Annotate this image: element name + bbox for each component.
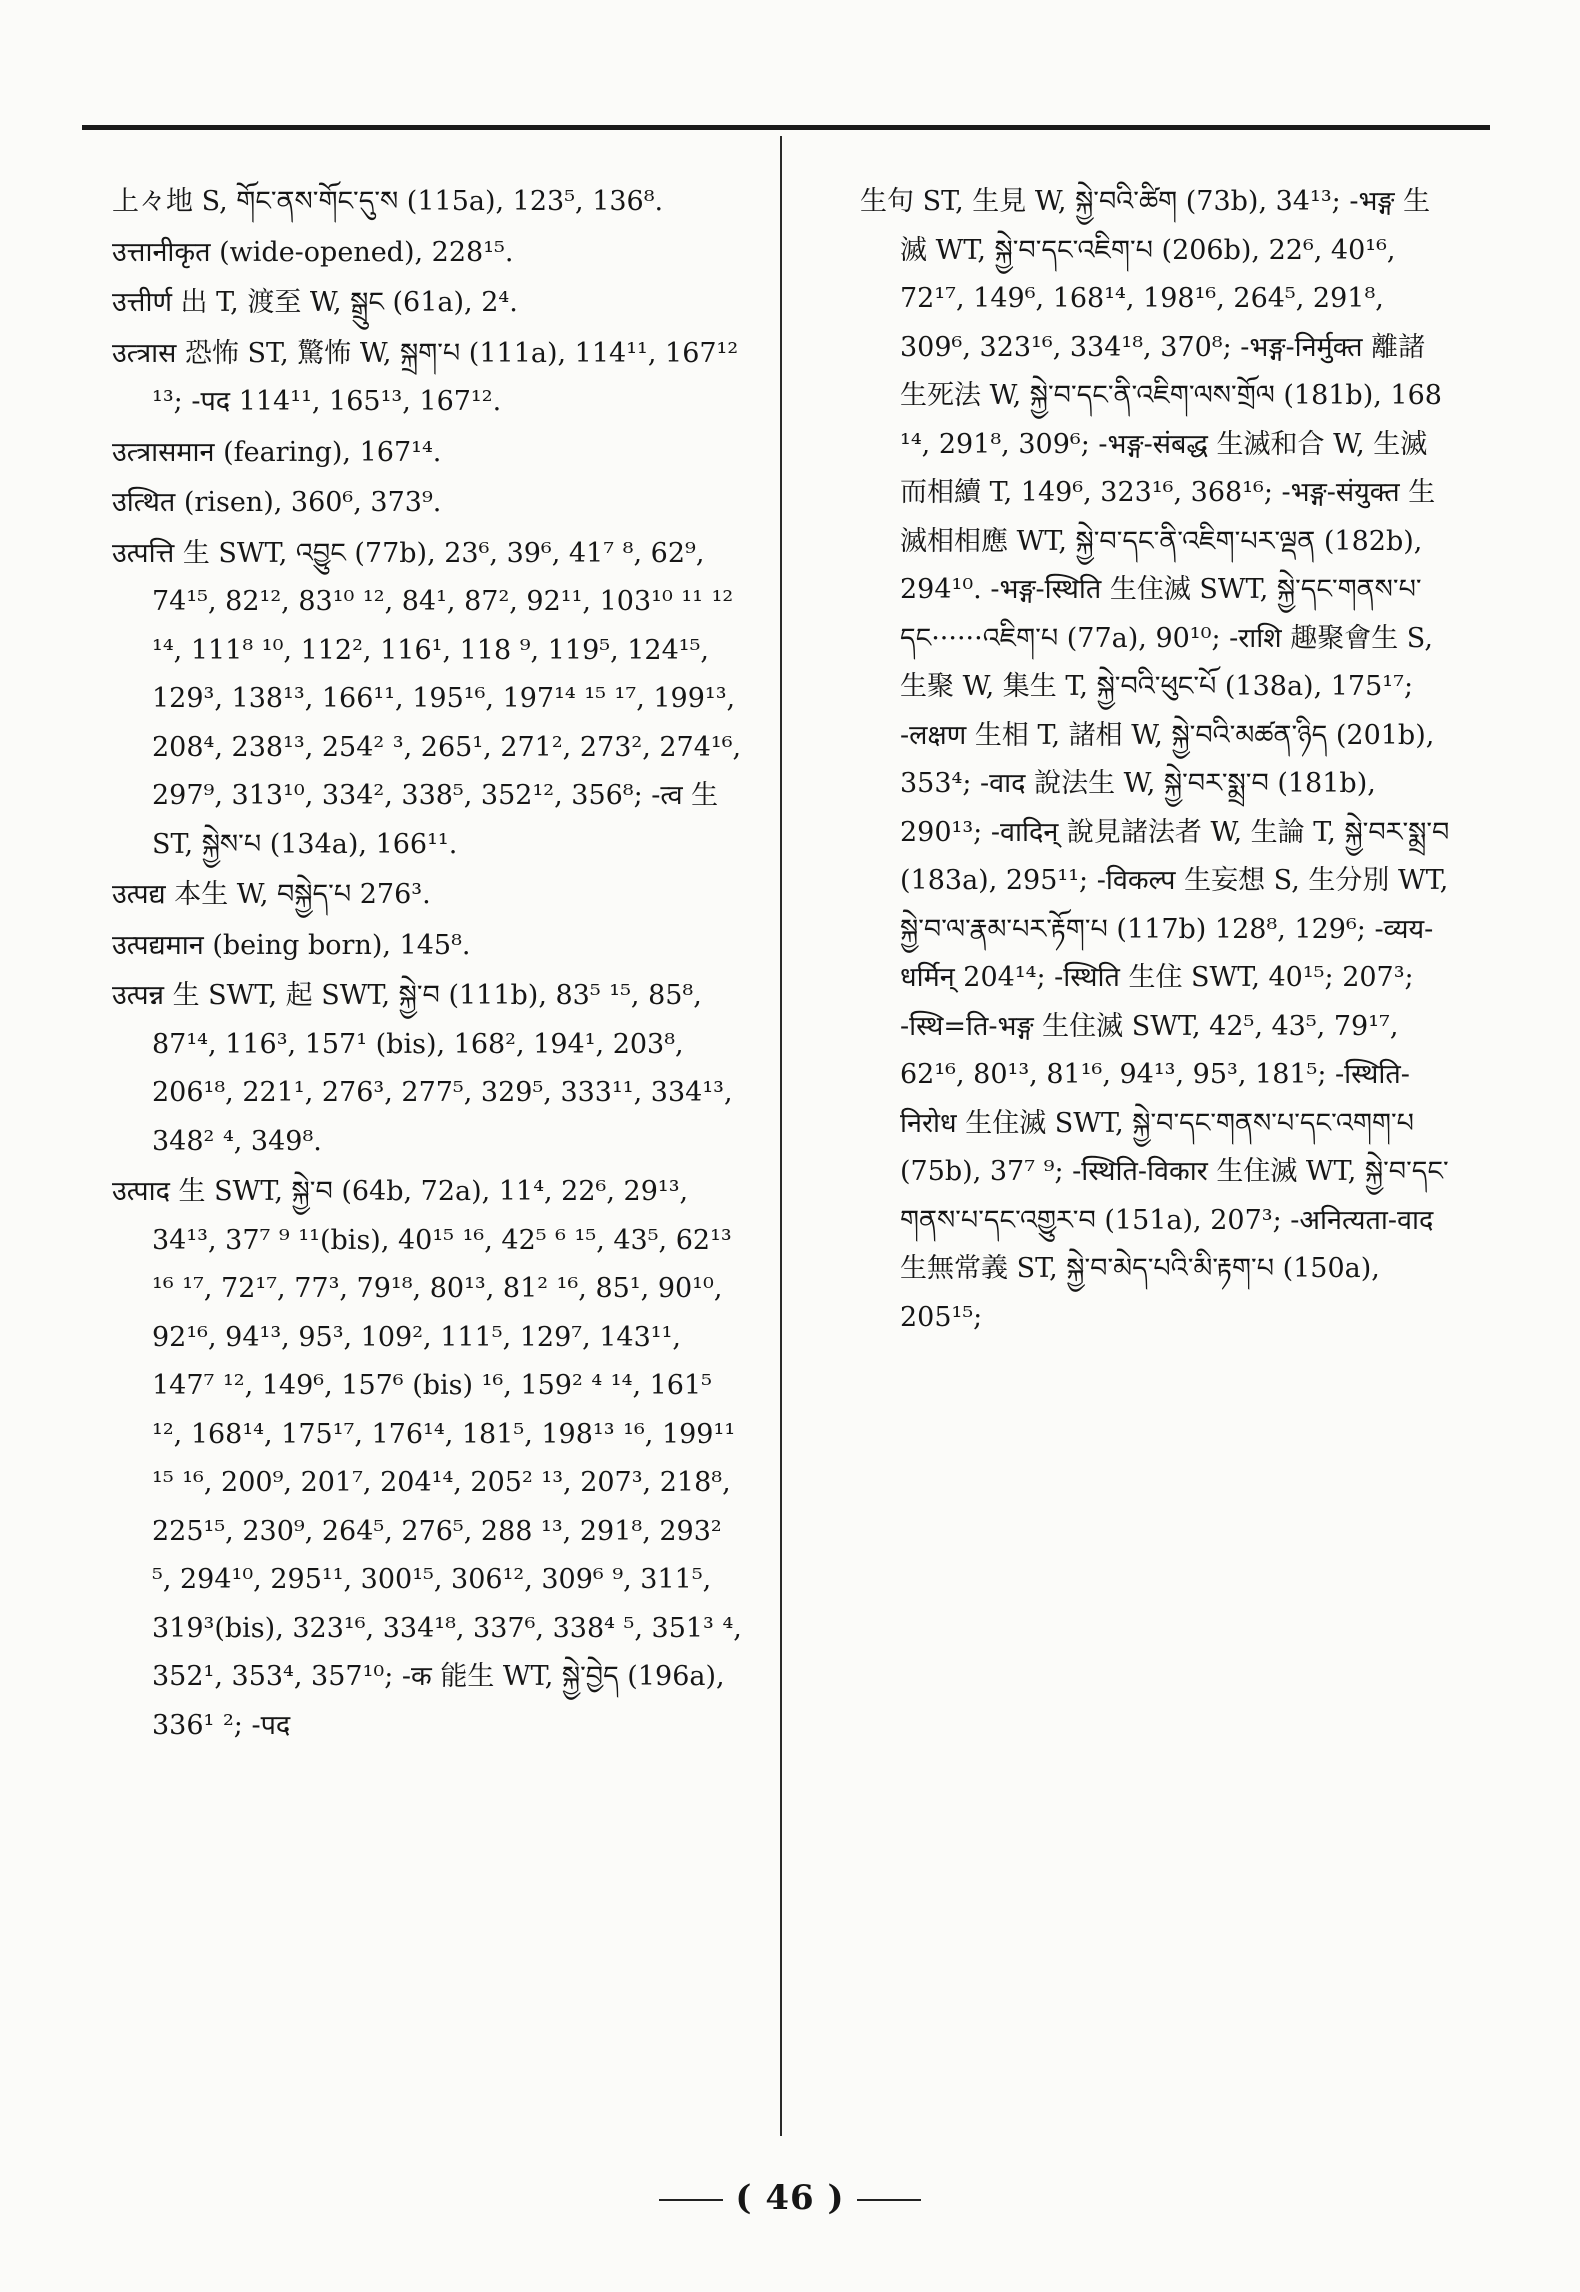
page-number-value: 46 [765, 2178, 815, 2218]
dictionary-entry: 生句 ST, 生見 W, སྐྱེ་བའི་ཚིག (73b), 34¹³; -भङ्ग 生滅 WT, སྐྱེ་བ་དང་འཇིག་པ (206b), 22⁶, 40¹⁶, 72¹⁷, 149⁶, 168¹⁴, 198¹⁶, 264⁵, 291⁸, 309⁶, 323¹⁶, 334¹⁸, 370⁸; -भङ्ग-निर्मुक्त 離諸生死法 W, སྐྱེ་བ་དང་ནི་འཇིག་ལས་གྲོལ (181b), 168 ¹⁴, 291⁸, 309⁶; -भङ्ग-संबद्ध 生滅和合 W, 生滅而相續 T, 149⁶, 323¹⁶, 368¹⁶; -भङ्ग-संयुक्त 生滅相相應 WT, སྐྱེ་བ་དང་ནི་འཇིག་པར་ལྡན (182b), 294¹⁰. -भङ्ग-स्थिति 生住滅 SWT, སྐྱེ་དང་གནས་པ་དང······འཇིག་པ (77a), 90¹⁰; -राशि 趣聚會生 S, 生聚 W, 集生 T, སྐྱེ་བའི་ཕུང་པོ (138a), 175¹⁷; -लक्षण 生相 T, 諸相 W, སྐྱེ་བའི་མཚན་ཉིད (201b), 353⁴; -वाद 說法生 W, སྐྱེ་བར་སྨྲ་བ (181b), 290¹³; -वादिन् 說見諸法者 W, 生論 T, སྐྱེ་བར་སྨྲ་བ (183a), 295¹¹; -विकल्प 生妄想 S, 生分別 WT, སྐྱེ་བ་ལ་རྣམ་པར་རྟོག་པ (117b) 128⁸, 129⁶; -व्यय-धर्मिन् 204¹⁴; -स्थिति 生住 SWT, 40¹⁵; 207³; -स्थि=ति-भङ्ग 生住滅 SWT, 42⁵, 43⁵, 79¹⁷, 62¹⁶, 80¹³, 81¹⁶, 94¹³, 95³, 181⁵; -स्थिति-निरोध 生住滅 SWT, སྐྱེ་བ་དང་གནས་པ་དང་འགག་པ (75b), 37⁷ ⁹; -स्थिति-विकार 生住滅 WT, སྐྱེ་བ་དང་གནས་པ་དང་འགྱུར་བ (151a), 207³; -अनित्यता-वाद 生無常義 ST, སྐྱེ་བ་མེད་པའི་མི་རྟག་པ (150a), 205¹⁵; [860, 186, 1450, 1333]
dictionary-entry: उत्त्रासमान (fearing), 167¹⁴. [112, 436, 442, 468]
page-number-dash-right [857, 2199, 921, 2201]
dictionary-entry: उत्तीर्ण 出 T, 渡至 W, སྒྲུང (61a), 2⁴. [112, 287, 518, 318]
top-rule [82, 125, 1490, 130]
dictionary-entry: उत्पन्न 生 SWT, 起 SWT, སྐྱེ་བ (111b), 83⁵ ¹⁵, 85⁸, 87¹⁴, 116³, 157¹ (bis), 168², 194¹, 203⁸, 206¹⁸, 221¹, 276³, 277⁵, 329⁵, 333¹¹, 334¹³, 348² ⁴, 349⁸. [112, 980, 733, 1157]
dictionary-entry: 上々地 S, གོང་ནས་གོང་དུ་ས (115a), 123⁵, 136⁸. [112, 186, 664, 217]
dictionary-entry: उत्पाद 生 SWT, སྐྱེ་བ (64b, 72a), 11⁴, 22⁶, 29¹³, 34¹³, 37⁷ ⁹ ¹¹(bis), 40¹⁵ ¹⁶, 42⁵ ⁶ ¹⁵, 43⁵, 62¹³ ¹⁶ ¹⁷, 72¹⁷, 77³, 79¹⁸, 80¹³, 81² ¹⁶, 85¹, 90¹⁰, 92¹⁶, 94¹³, 95³, 109², 111⁵, 129⁷, 143¹¹, 147⁷ ¹², 149⁶, 157⁶ (bis) ¹⁶, 159² ⁴ ¹⁴, 161⁵ ¹², 168¹⁴, 175¹⁷, 176¹⁴, 181⁵, 198¹³ ¹⁶, 199¹¹ ¹⁵ ¹⁶, 200⁹, 201⁷, 204¹⁴, 205² ¹³, 207³, 218⁸, 225¹⁵, 230⁹, 264⁵, 276⁵, 288 ¹³, 291⁸, 293² ⁵, 294¹⁰, 295¹¹, 300¹⁵, 306¹², 309⁶ ⁹, 311⁵, 319³(bis), 323¹⁶, 334¹⁸, 337⁶, 338⁴ ⁵, 351³ ⁴, 352¹, 353⁴, 357¹⁰; -क 能生 WT, སྐྱེ་བྱེད (196a), 336¹ ²; -पद [112, 1176, 742, 1741]
right-column [860, 178, 1450, 1344]
dictionary-entry: उत्पत्ति 生 SWT, འབྱུང (77b), 23⁶, 39⁶, 41⁷ ⁸, 62⁹, 74¹⁵, 82¹², 83¹⁰ ¹², 84¹, 87², 92¹¹, 103¹⁰ ¹¹ ¹² ¹⁴, 111⁸ ¹⁰, 112², 116¹, 118 ⁹, 119⁵, 124¹⁵, 129³, 138¹³, 166¹¹, 195¹⁶, 197¹⁴ ¹⁵ ¹⁷, 199¹³, 208⁴, 238¹³, 254² ³, 265¹, 271², 273², 274¹⁶, 297⁹, 313¹⁰, 334², 338⁵, 352¹², 356⁸; -त्व 生 ST, སྐྱེས་པ (134a), 166¹¹. [112, 537, 742, 860]
column-divider [780, 136, 782, 2136]
dictionary-entry: उत्पद्य 本生 W, བསྐྱེད་པ 276³. [112, 879, 431, 910]
dictionary-entry: उत्पद्यमान (being born), 145⁸. [112, 929, 471, 961]
page-number: ( 46 ) [0, 2178, 1580, 2218]
dictionary-entry: उत्त्रास 恐怖 ST, 驚怖 W, སྐྲག་པ (111a), 114¹¹, 167¹² ¹³; -पद 114¹¹, 165¹³, 167¹². [112, 337, 739, 417]
left-column [112, 178, 742, 1752]
page-number-dash-left [659, 2199, 723, 2201]
dictionary-entry: उत्तानीकृत (wide-opened), 228¹⁵. [112, 236, 514, 268]
dictionary-entry: उत्थित (risen), 360⁶, 373⁹. [112, 487, 442, 518]
